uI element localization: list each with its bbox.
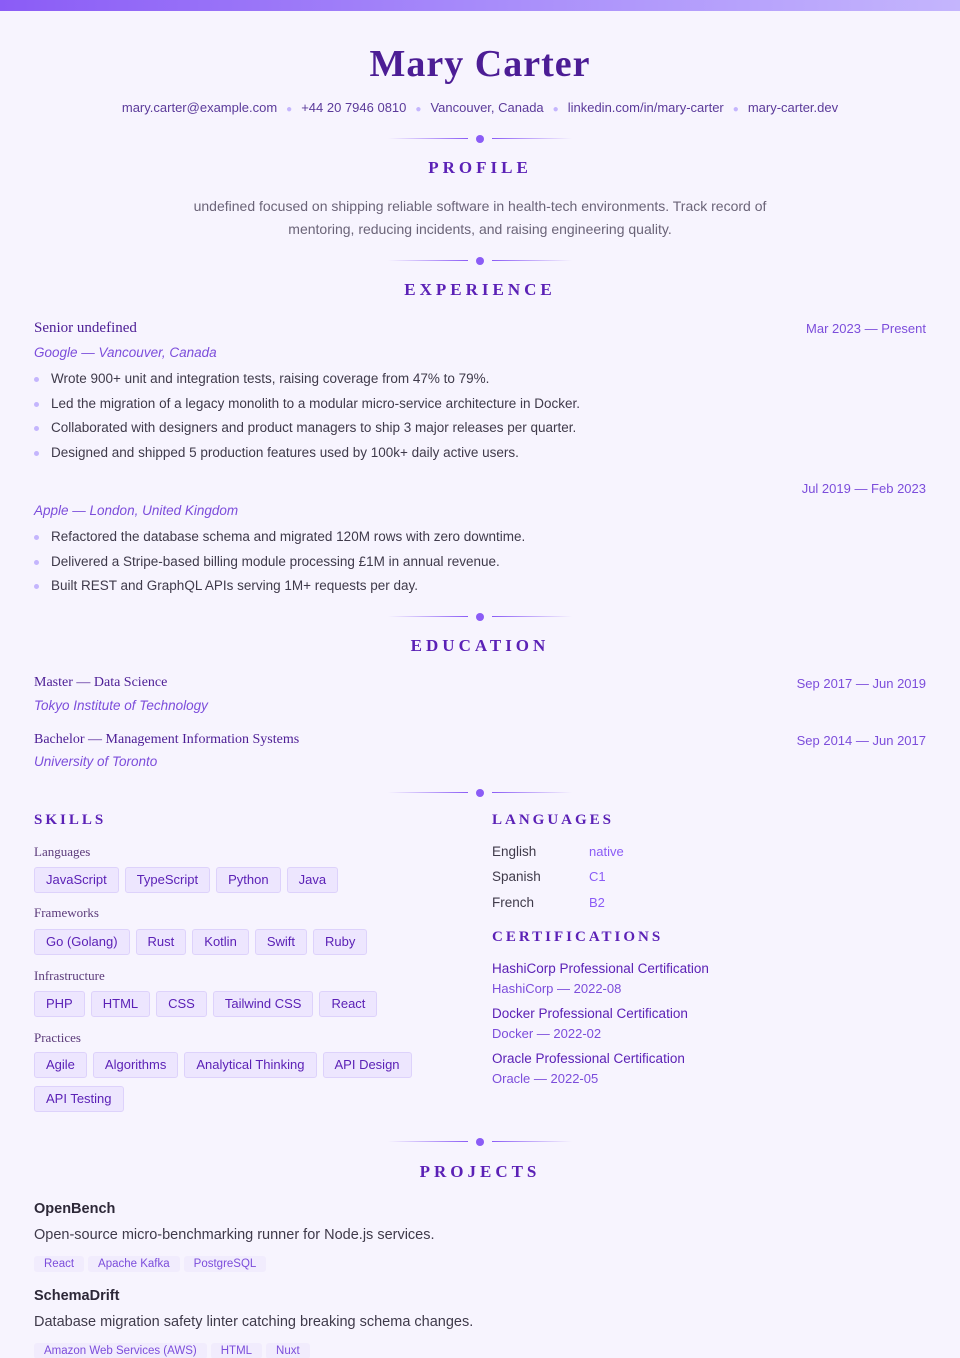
- language-name: Spanish: [492, 869, 541, 884]
- section-title-certifications: CERTIFICATIONS: [492, 929, 664, 945]
- skill-group-label: Infrastructure: [34, 968, 105, 983]
- top-accent-bar: [0, 0, 960, 11]
- skill-chip: Kotlin: [192, 929, 249, 955]
- cert-meta: HashiCorp — 2022-08: [492, 981, 622, 996]
- edu-dates: Sep 2014 — Jun 2017: [796, 733, 926, 748]
- section-divider: [388, 134, 572, 144]
- section-title-profile: PROFILE: [428, 158, 532, 177]
- skill-chips: [34, 991, 454, 1017]
- separator-dot: ●: [415, 104, 422, 115]
- edu-degree: Master — Data Science: [34, 675, 168, 690]
- skill-chips: [34, 867, 454, 893]
- job-dates: Mar 2023 — Present: [806, 321, 926, 336]
- contact-email[interactable]: mary.carter@example.com: [121, 100, 278, 115]
- skill-chip: Java: [287, 867, 338, 893]
- project-tag: React: [34, 1256, 84, 1272]
- bullet-item: Refactored the database schema and migrated 120M rows with zero downtime.: [34, 525, 525, 550]
- cert-meta: Oracle — 2022-05: [492, 1071, 599, 1086]
- section-title-languages: LANGUAGES: [492, 812, 615, 828]
- bullet-item: Designed and shipped 5 production features used by 100k+ daily active users.: [34, 441, 580, 466]
- job-dates: Jul 2019 — Feb 2023: [801, 481, 926, 496]
- project-tag: PostgreSQL: [184, 1256, 267, 1272]
- skill-chip: Analytical Thinking: [184, 1052, 316, 1078]
- language-row: [492, 895, 605, 910]
- bullet-item: Built REST and GraphQL APIs serving 1M+ requests per day.: [34, 574, 525, 599]
- skill-chip: JavaScript: [34, 867, 119, 893]
- language-name: French: [492, 895, 535, 910]
- section-title-education: EDUCATION: [410, 636, 550, 655]
- project-tag: Nuxt: [266, 1343, 310, 1358]
- skill-chip: Algorithms: [93, 1052, 178, 1078]
- section-divider: [388, 1137, 572, 1147]
- skill-chip: Ruby: [313, 929, 367, 955]
- language-row: [492, 844, 624, 859]
- bullet-item: Delivered a Stripe-based billing module processing £1M in annual revenue.: [34, 550, 525, 575]
- section-divider: [388, 612, 572, 622]
- job-company: Apple — London, United Kingdom: [34, 503, 239, 518]
- language-row: [492, 869, 606, 884]
- skill-chip: Go (Golang): [34, 929, 130, 955]
- skill-chip: API Design: [323, 1052, 412, 1078]
- contact-linkedin[interactable]: linkedin.com/in/mary-carter: [567, 100, 724, 115]
- skill-group-label: Languages: [34, 844, 91, 859]
- cert-name: HashiCorp Professional Certification: [492, 961, 709, 976]
- section-title-skills: SKILLS: [34, 812, 107, 828]
- skill-group-label: Practices: [34, 1030, 81, 1045]
- separator-dot: ●: [552, 104, 559, 115]
- project-name: SchemaDrift: [34, 1288, 120, 1304]
- section-divider: [388, 256, 572, 266]
- project-tags: [34, 1256, 266, 1272]
- skill-chip: PHP: [34, 991, 85, 1017]
- project-description: Open-source micro-benchmarking runner for Node.js services.: [34, 1227, 435, 1243]
- skill-chip: Rust: [136, 929, 187, 955]
- edu-dates: Sep 2017 — Jun 2019: [796, 676, 926, 691]
- cert-name: Oracle Professional Certification: [492, 1051, 685, 1066]
- contact-phone[interactable]: +44 20 7946 0810: [301, 100, 407, 115]
- edu-degree: Bachelor — Management Information Systems: [34, 732, 300, 747]
- project-tag: HTML: [211, 1343, 262, 1358]
- skill-chip: API Testing: [34, 1086, 124, 1112]
- project-tag: Apache Kafka: [88, 1256, 180, 1272]
- language-level: C1: [589, 869, 606, 884]
- edu-school: Tokyo Institute of Technology: [34, 698, 208, 713]
- bullet-item: Collaborated with designers and product managers to ship 3 major releases per quarter.: [34, 416, 580, 441]
- skill-chip: Tailwind CSS: [213, 991, 314, 1017]
- project-name: OpenBench: [34, 1201, 116, 1217]
- section-title-experience: EXPERIENCE: [404, 280, 556, 299]
- skill-chip: TypeScript: [125, 867, 210, 893]
- job-bullets: [34, 525, 525, 599]
- skill-chip: CSS: [156, 991, 207, 1017]
- cert-name: Docker Professional Certification: [492, 1006, 688, 1021]
- section-divider: [388, 788, 572, 798]
- edu-school: University of Toronto: [34, 754, 158, 769]
- contact-website[interactable]: mary-carter.dev: [747, 100, 839, 115]
- skill-chip: Swift: [255, 929, 307, 955]
- skill-group-label: Frameworks: [34, 905, 99, 920]
- skill-chip: Python: [216, 867, 280, 893]
- project-description: Database migration safety linter catching breaking schema changes.: [34, 1314, 474, 1330]
- skill-chip: HTML: [91, 991, 150, 1017]
- language-level: B2: [589, 895, 605, 910]
- project-tag: Amazon Web Services (AWS): [34, 1343, 207, 1358]
- bullet-item: Wrote 900+ unit and integration tests, raising coverage from 47% to 79%.: [34, 367, 580, 392]
- contact-line: [0, 100, 960, 115]
- cert-meta: Docker — 2022-02: [492, 1026, 602, 1041]
- skill-chips: [34, 929, 454, 955]
- section-title-projects: PROJECTS: [419, 1162, 541, 1181]
- job-title: Senior undefined: [34, 320, 137, 336]
- contact-location: Vancouver, Canada: [430, 100, 544, 115]
- separator-dot: ●: [286, 104, 293, 115]
- skill-chip: Agile: [34, 1052, 87, 1078]
- project-tags: [34, 1343, 310, 1358]
- bullet-item: Led the migration of a legacy monolith to a modular micro-service architecture in Docker.: [34, 392, 580, 417]
- separator-dot: ●: [732, 104, 739, 115]
- job-company: Google — Vancouver, Canada: [34, 345, 217, 360]
- language-level: native: [589, 844, 624, 859]
- skill-chip: React: [319, 991, 377, 1017]
- skill-chips: [34, 1052, 454, 1112]
- candidate-name: Mary Carter: [369, 43, 591, 85]
- language-name: English: [492, 844, 537, 859]
- job-bullets: [34, 367, 580, 465]
- profile-summary: undefined focused on shipping reliable software in health-tech environments. Track record of mentoring, reducing incidents, and raising engineering quality.: [193, 198, 767, 237]
